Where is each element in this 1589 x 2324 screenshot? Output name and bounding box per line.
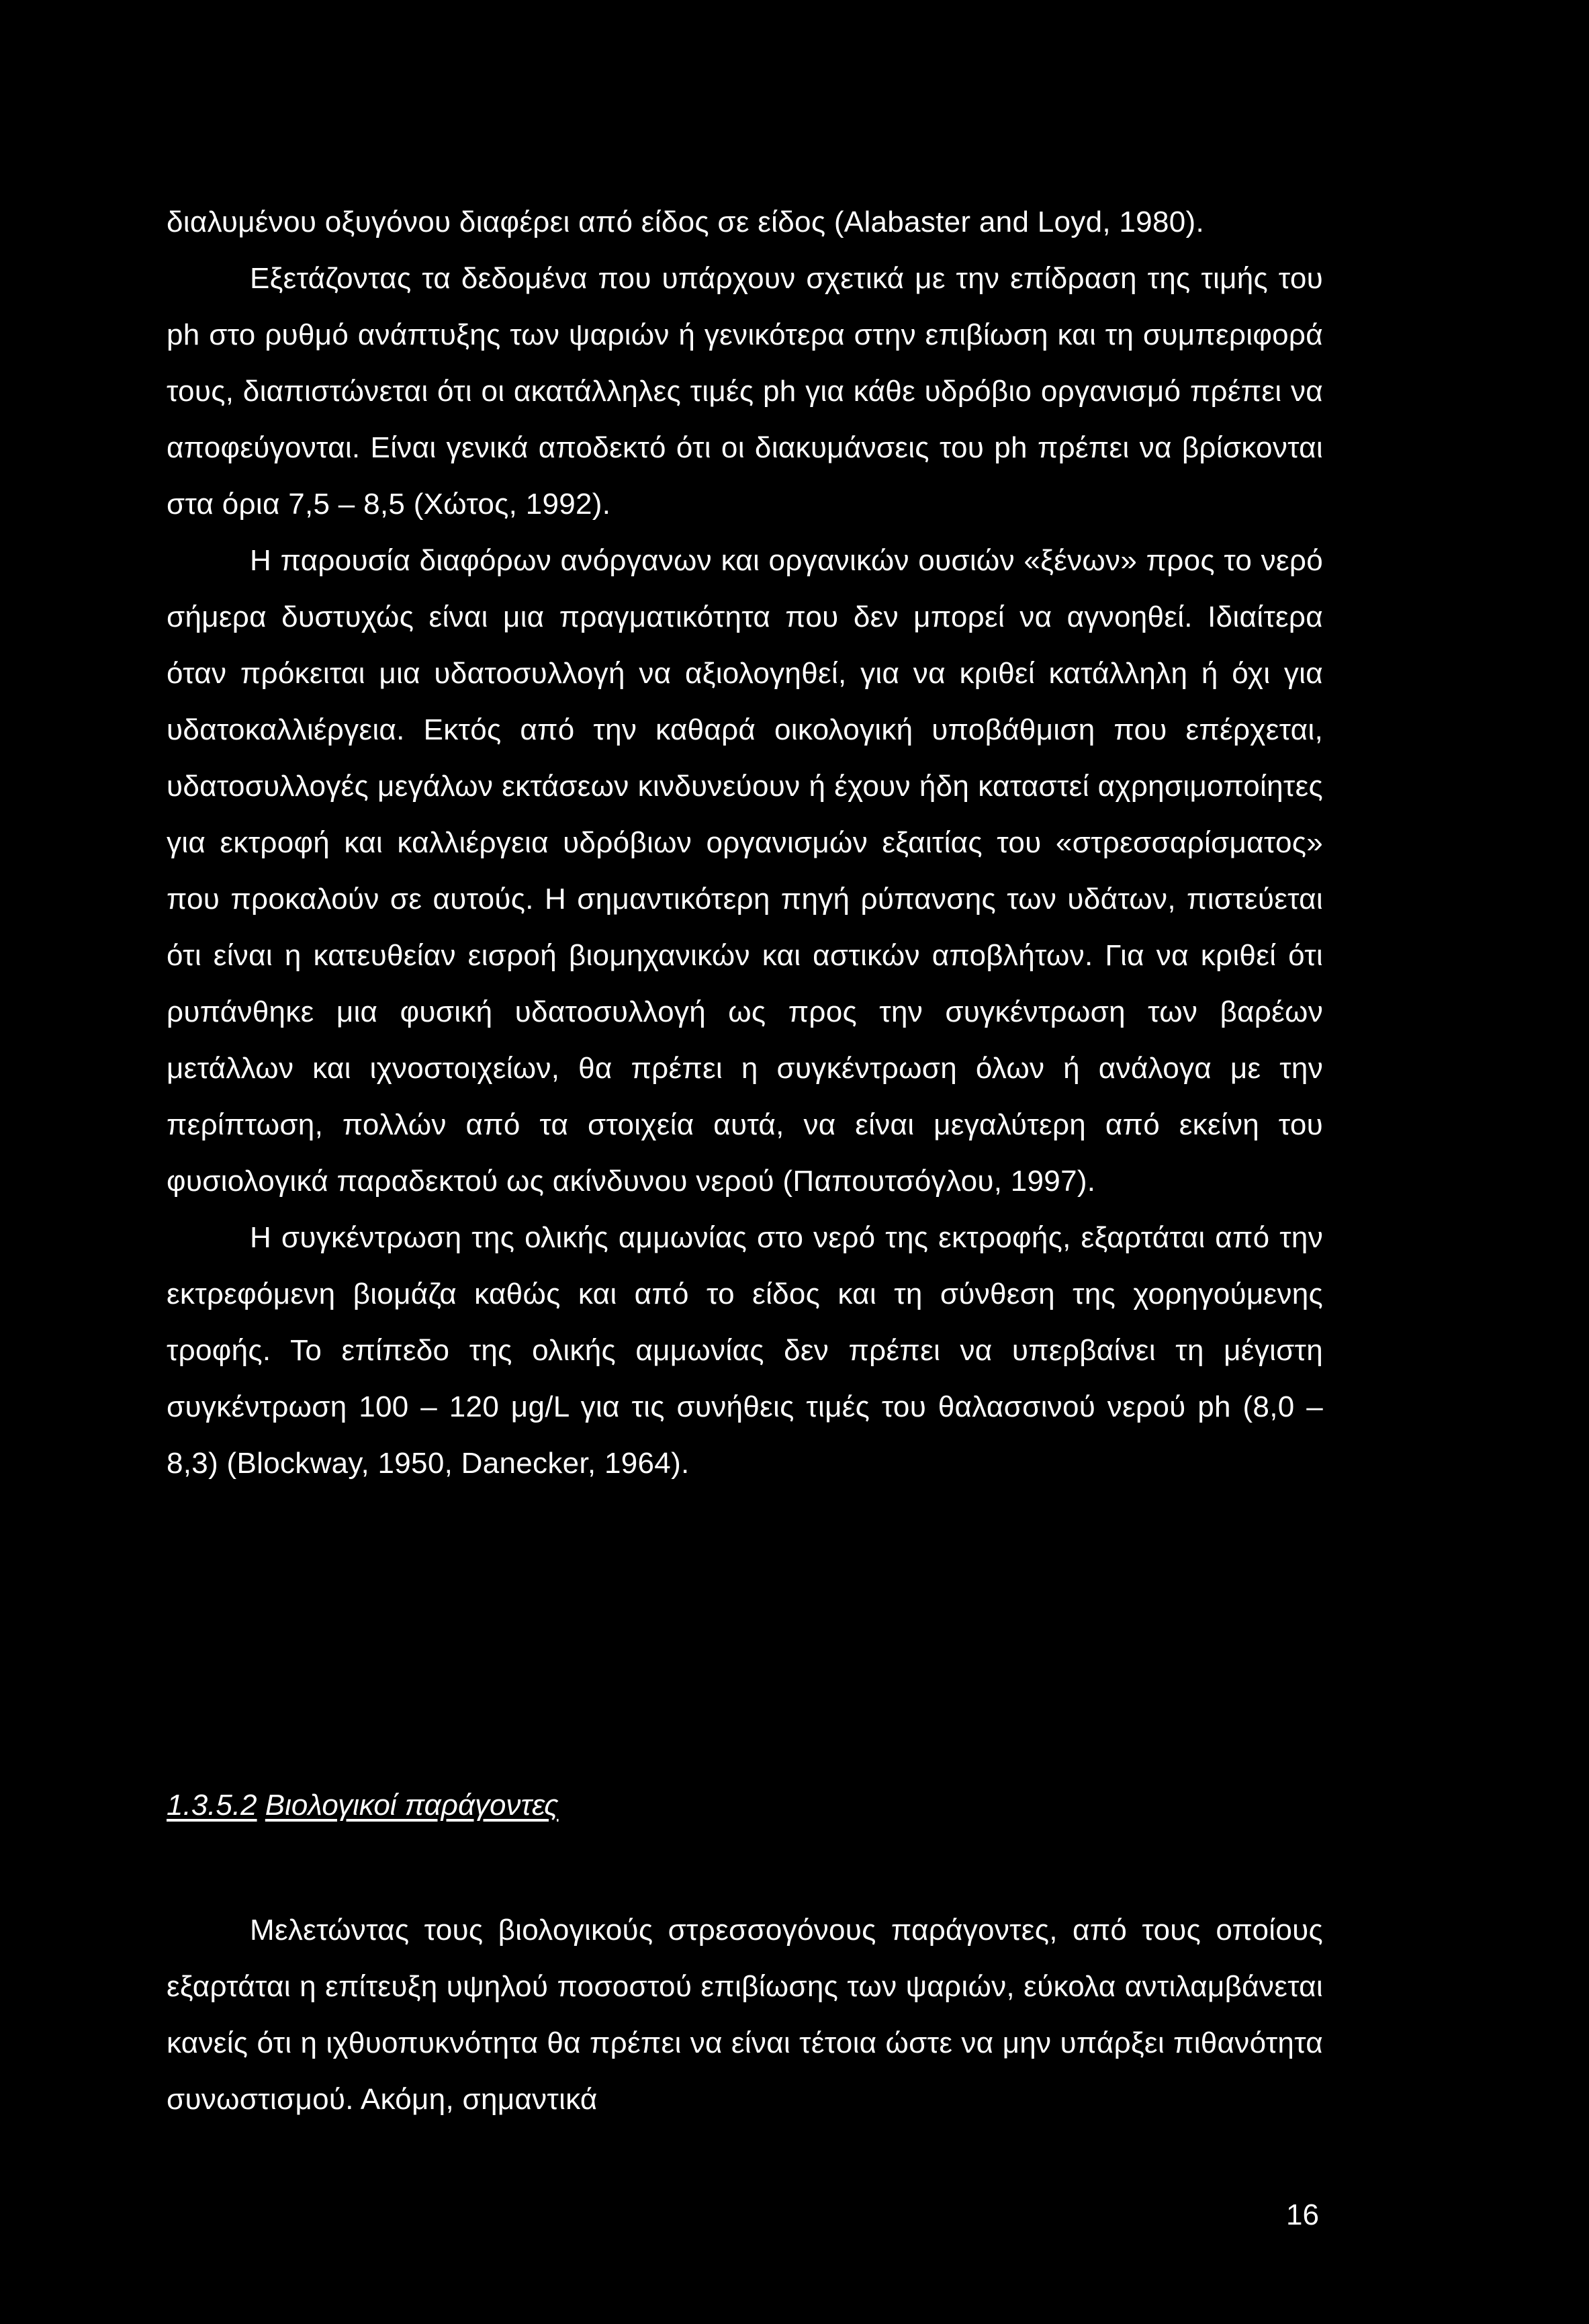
paragraph-biological: Μελετώντας τους βιολογικούς στρεσσογόνους παράγοντες, από τους οποίους εξαρτάται η επίτευξη υψηλού ποσοστού επιβίωσης των ψαριών, εύκολα αντιλαμβάνεται κανείς ότι η ιχθυοπυκνότητα θα πρέπει να είναι τέτοια ώστε να μην υπάρξει πιθανότητα συνωστισμού. Ακόμη, σημαντικά xyxy=(167,1914,1323,2116)
paragraph-pollution: Η παρουσία διαφόρων ανόργανων και οργανικών ουσιών «ξένων» προς το νερό σήμερα δυστυχώς είναι μια πραγματικότητα που δεν μπορεί να αγνοηθεί. Ιδιαίτερα όταν πρόκειται μια υδατοσυλλογή να αξιολογηθεί, για να κριθεί κατάλληλη ή όχι για υδατοκαλλιέργεια. Εκτός από την καθαρά οικολογική υποβάθμιση που επέρχεται, υδατοσυλλογές μεγάλων εκτάσεων κινδυνεύουν ή έχουν ήδη καταστεί αχρησιμοποίητες για εκτροφή και καλλιέργεια υδρόβιων οργανισμών εξαιτίας του «στρεσσαρίσματος» που προκαλούν σε αυτούς. Η σημαντικότερη πηγή ρύπανσης των υδάτων, πιστεύεται ότι είναι η κατευθείαν εισροή βιομηχανικών και αστικών αποβλήτων. Για να κριθεί ότι ρυπάνθηκε μια φυσική υδατοσυλλογή ως προς την συγκέντρωση των βαρέων μετάλλων και ιχνοστοιχείων, θα πρέπει η συγκέντρωση όλων ή ανάλογα με την περίπτωση, πολλών από τα στοιχεία αυτά, να είναι μεγαλύτερη από εκείνη του φυσιολογικά παραδεκτού ως ακίνδυνου νερού (Παπουτσόγλου, 1997). xyxy=(167,544,1323,1198)
section-heading-number: 1.3.5.2 xyxy=(167,1789,257,1822)
body-text-bottom xyxy=(167,1902,1323,2128)
section-heading-title: Βιολογικοί παράγοντες xyxy=(265,1789,559,1822)
section-heading xyxy=(167,1785,559,1826)
body-text-top xyxy=(167,194,1323,1492)
page-number: 16 xyxy=(1286,2198,1319,2231)
paragraph-continuation: διαλυμένου οξυγόνου διαφέρει από είδος σε είδος (Alabaster and Loyd, 1980). xyxy=(167,206,1204,238)
paragraph-ammonia: Η συγκέντρωση της ολικής αμμωνίας στο νερό της εκτροφής, εξαρτάται από την εκτρεφόμενη βιομάζα καθώς και από το είδος και τη σύνθεση της χορηγούμενης τροφής. Το επίπεδο της ολικής αμμωνίας δεν πρέπει να υπερβαίνει τη μέγιστη συγκέντρωση 100 – 120 μg/L για τις συνήθεις τιμές του θαλασσινού νερού ph (8,0 – 8,3) (Blockway, 1950, Danecker, 1964). xyxy=(167,1221,1323,1480)
paragraph-ph: Εξετάζοντας τα δεδομένα που υπάρχουν σχετικά με την επίδραση της τιμής του ph στο ρυθμό ανάπτυξης των ψαριών ή γενικότερα στην επιβίωση και τη συμπεριφορά τους, διαπιστώνεται ότι οι ακατάλληλες τιμές ph για κάθε υδρόβιο οργανισμό πρέπει να αποφεύγονται. Είναι γενικά αποδεκτό ότι οι διακυμάνσεις του ph πρέπει να βρίσκονται στα όρια 7,5 – 8,5 (Χώτος, 1992). xyxy=(167,262,1323,521)
